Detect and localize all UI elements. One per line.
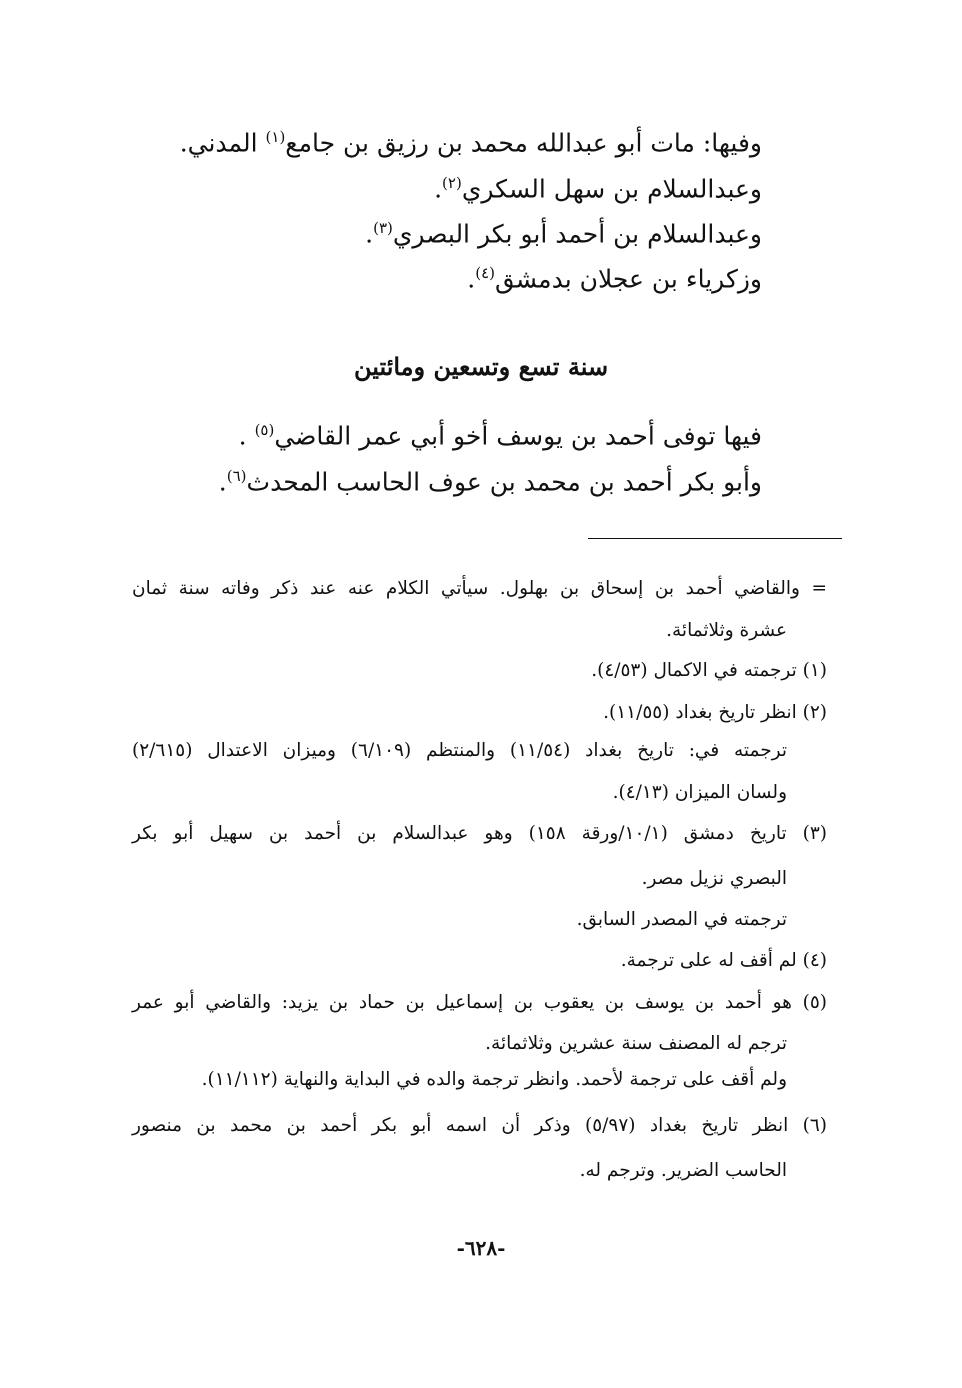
footnote-ref-3: (٣) bbox=[373, 219, 393, 237]
footnote-ref-2: (٢) bbox=[442, 174, 462, 192]
footnote-3-line-2: البصري نزيل مصر. bbox=[641, 868, 787, 889]
footnote-6: (٦) انظر تاريخ بغداد (٥/٩٧) وذكر أن اسمه أبو بكر أحمد بن محمد بن منصور bbox=[132, 1115, 827, 1136]
footnote-5-line-3: ولم أقف على ترجمة لأحمد. وانظر ترجمة والده في البداية والنهاية (١١/١١٢). bbox=[201, 1069, 787, 1090]
section-line-1 bbox=[239, 421, 762, 450]
main-line-3-text: وعبدالسلام بن أحمد أبو بكر البصري bbox=[392, 219, 762, 249]
footnote-6-line-2: الحاسب الضرير. وترجم له. bbox=[579, 1160, 787, 1181]
main-line-3-end: . bbox=[365, 219, 374, 249]
main-line-1-text: وفيها: مات أبو عبدالله محمد بن رزيق بن جامع bbox=[285, 128, 762, 158]
footnote-2-line-2: ترجمته في: تاريخ بغداد (١١/٥٤) والمنتظم (٦/١٠٩) وميزان الاعتدال (٢/٦١٥) bbox=[132, 740, 787, 761]
footnote-5-line-2: ترجم له المصنف سنة عشرين وثلاثمائة. bbox=[485, 1033, 787, 1054]
section-line-2-text: وأبو بكر أحمد بن محمد بن عوف الحاسب المحدث bbox=[246, 467, 762, 497]
main-line-1-end: المدني. bbox=[179, 128, 266, 158]
footnote-continuation-line-2: عشرة وثلاثمائة. bbox=[666, 620, 787, 641]
footnote-3-line-3: ترجمته في المصدر السابق. bbox=[576, 909, 787, 930]
section-line-1-text: فيها توفى أحمد بن يوسف أخو أبي عمر القاضي bbox=[274, 421, 762, 451]
section-line-2-end: . bbox=[218, 467, 227, 497]
section-line-1-end: . bbox=[238, 421, 255, 451]
main-line-2-text: وعبدالسلام بن سهل السكري bbox=[461, 174, 762, 204]
footnote-ref-6: (٦) bbox=[226, 467, 247, 485]
footnote-5: (٥) هو أحمد بن يوسف بن يعقوب بن إسماعيل بن حماد بن يزيد: والقاضي أبو عمر bbox=[132, 992, 827, 1013]
footnote-separator bbox=[588, 538, 842, 539]
footnote-ref-1: (١) bbox=[265, 128, 286, 146]
main-line-4-text: وزكرياء بن عجلان بدمشق bbox=[495, 264, 762, 294]
footnote-ref-5: (٥) bbox=[254, 421, 275, 439]
main-line-1 bbox=[180, 128, 762, 157]
footnote-continuation-line-1: = والقاضي أحمد بن إسحاق بن بهلول. سيأتي الكلام عنه عند ذكر وفاته سنة ثمان bbox=[132, 578, 827, 599]
footnote-ref-4: (٤) bbox=[475, 264, 496, 282]
footnote-4: (٤) لم أقف له على ترجمة. bbox=[620, 950, 827, 971]
section-heading: سنة تسع وتسعين ومائتين bbox=[353, 352, 609, 381]
footnote-2-line-3: ولسان الميزان (٤/١٣). bbox=[612, 782, 787, 803]
footnote-2: (٢) انظر تاريخ بغداد (١١/٥٥). bbox=[603, 702, 827, 723]
main-line-4-end: . bbox=[467, 264, 476, 294]
main-line-4 bbox=[467, 264, 762, 293]
main-line-2-end: . bbox=[434, 174, 443, 204]
footnote-3: (٣) تاريخ دمشق (١٠/١/ورقة ١٥٨) وهو عبدالسلام بن أحمد بن سهيل أبو بكر bbox=[132, 823, 827, 844]
main-line-2 bbox=[434, 174, 762, 203]
section-line-2 bbox=[219, 467, 762, 496]
footnote-1: (١) ترجمته في الاكمال (٤/٥٣). bbox=[591, 660, 827, 681]
page-number: -٦٢٨- bbox=[456, 1236, 506, 1260]
main-line-3 bbox=[365, 219, 762, 248]
